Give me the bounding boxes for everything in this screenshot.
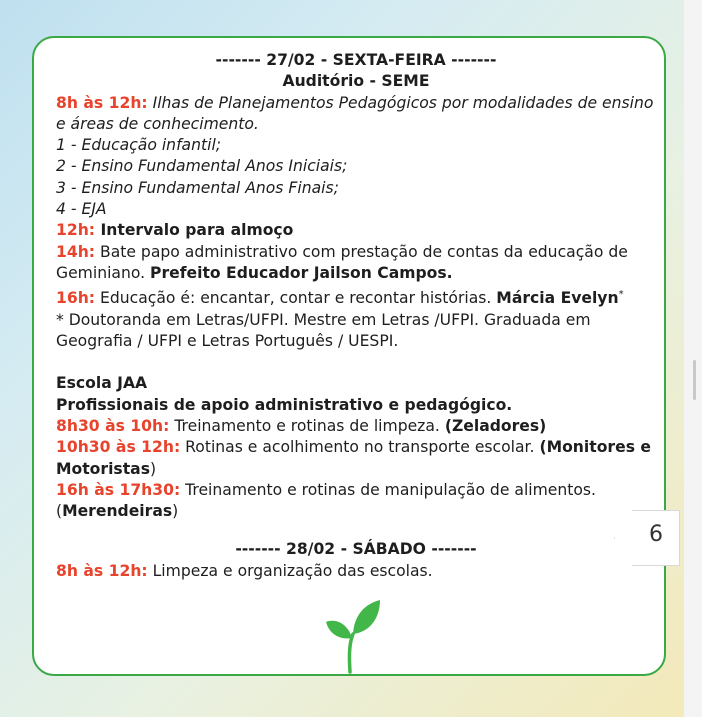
day1-item2	[56, 220, 656, 241]
school-item1	[56, 416, 656, 437]
day1-item4-speaker: Márcia Evelyn	[496, 289, 619, 308]
school-item2-time: 10h30 às 12h:	[56, 438, 181, 457]
school-item1-time: 8h30 às 10h:	[56, 416, 170, 435]
schedule-content	[56, 50, 656, 582]
school-item2-close: )	[149, 459, 157, 478]
scrollbar[interactable]	[684, 0, 702, 717]
day1-item3	[56, 242, 656, 285]
day1-item4	[56, 284, 656, 309]
day2-item1-text: Limpeza e organização das escolas.	[147, 561, 433, 580]
day2-item1-time: 8h às 12h:	[56, 561, 148, 580]
day1-item2-text: Intervalo para almoço	[95, 221, 294, 240]
day1-item1	[56, 93, 656, 136]
school-item3-text: Treinamento e rotinas de manipulação de alimentos.	[180, 480, 597, 499]
page-number: 6	[649, 522, 663, 547]
school-item3-open: (	[56, 502, 63, 521]
day1-list-item-4: 4 - EJA	[56, 200, 107, 219]
day1-footnote: * Doutoranda em Letras/UFPI. Mestre em Letras /UFPI. Graduada em Geografia / UFPI e Letras Português / UESPI.	[56, 310, 591, 351]
school-item3	[56, 480, 656, 523]
day1-list-item-2: 2 - Ensino Fundamental Anos Iniciais;	[56, 157, 348, 176]
day1-header: ------- 27/02 - SEXTA-FEIRA -------	[215, 51, 497, 69]
day1-venue: Auditório - SEME	[282, 72, 430, 91]
day2-item1	[56, 561, 656, 582]
leaf-sprout-icon	[322, 598, 382, 674]
day1-item4-text: Educação é: encantar, contar e recontar histórias.	[95, 289, 497, 308]
school-item2-role: (Monitores e Motoristas	[56, 438, 651, 478]
day1-item4-time: 16h:	[56, 289, 96, 308]
school-item2	[56, 437, 656, 480]
day1-item4-star: *	[618, 289, 624, 301]
day1-list-item-1: 1 - Educação infantil;	[56, 136, 222, 155]
scrollbar-thumb[interactable]	[693, 360, 696, 400]
day1-item3-speaker: Prefeito Educador Jailson Campos.	[150, 263, 453, 282]
school-item1-text: Treinamento e rotinas de limpeza.	[169, 416, 445, 435]
day2-header: ------- 28/02 - SÁBADO -------	[235, 540, 477, 559]
school-item3-time: 16h às 17h30:	[56, 480, 181, 499]
school-item3-role: Merendeiras	[62, 502, 173, 521]
day1-item3-text: Bate papo administrativo com prestação de contas da educação de Geminiano.	[56, 242, 628, 282]
school-item3-close: )	[172, 502, 179, 521]
day1-list-item-3: 3 - Ensino Fundamental Anos Finais;	[56, 178, 339, 197]
day1-item2-time: 12h:	[56, 221, 96, 240]
school-item1-role: (Zeladores)	[444, 416, 547, 435]
day1-item3-time: 14h:	[56, 242, 96, 261]
school-subtitle: Profissionais de apoio administrativo e pedagógico.	[56, 395, 513, 414]
school-name: Escola JAA	[56, 374, 148, 393]
day1-item1-time: 8h às 12h:	[56, 93, 148, 112]
day1-item1-text: Ilhas de Planejamentos Pedagógicos por modalidades de ensino e áreas de conhecimento.	[56, 93, 654, 133]
school-item2-text: Rotinas e acolhimento no transporte escolar.	[180, 438, 540, 457]
